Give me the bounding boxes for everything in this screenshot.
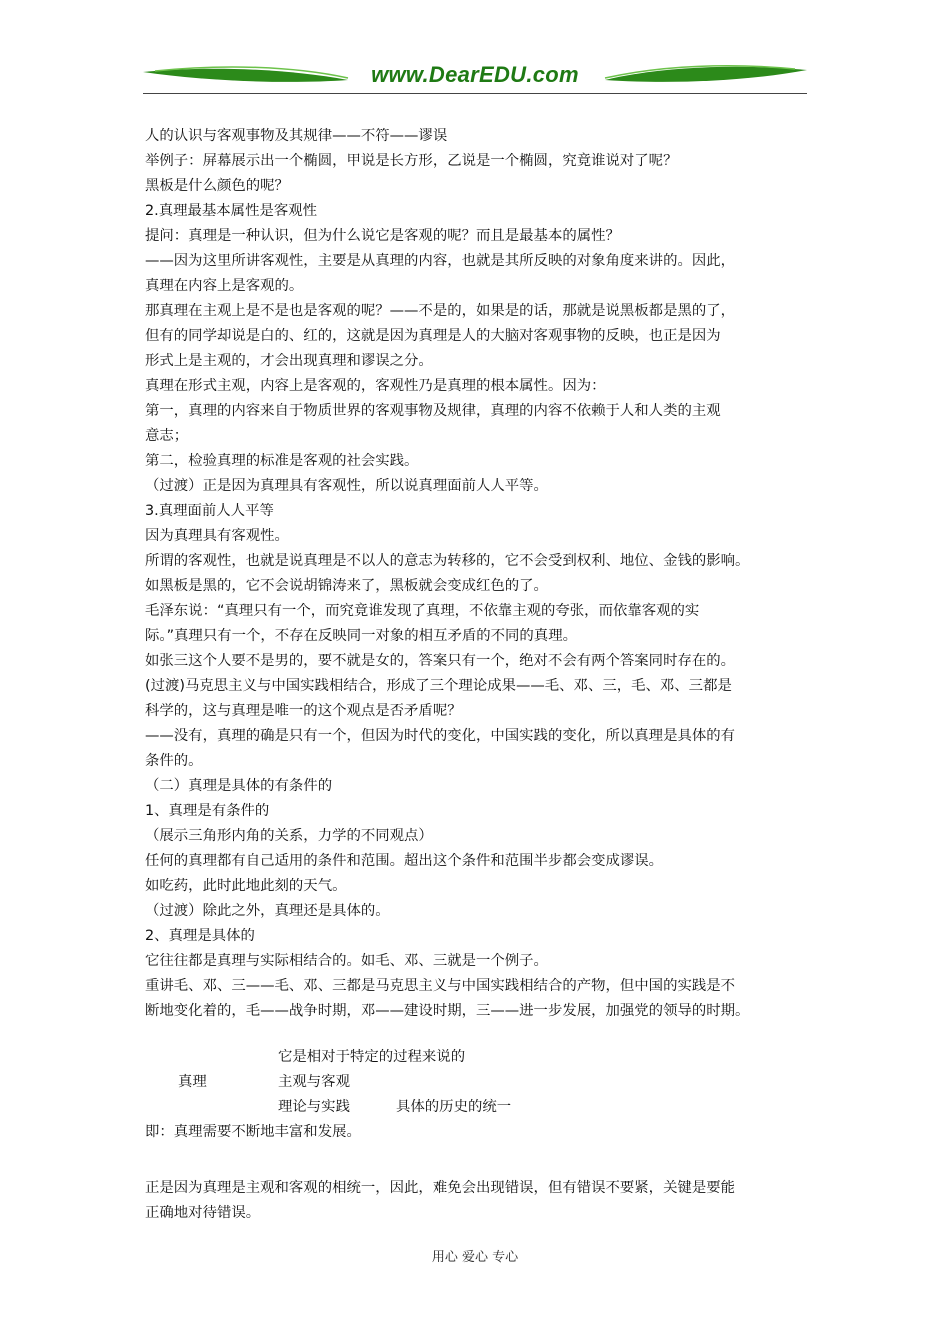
text-line: 那真理在主观上是不是也是客观的呢？——不是的，如果是的话，那就是说黑板都是黑的了， <box>145 303 736 319</box>
text-line: 真理在内容上是客观的。 <box>145 278 304 294</box>
text-line: 如吃药，此时此地此刻的天气。 <box>145 878 347 894</box>
text-line: 提问：真理是一种认识，但为什么说它是客观的呢？而且是最基本的属性？ <box>145 228 620 244</box>
text-line: 科学的，这与真理是唯一的这个观点是否矛盾呢？ <box>145 703 462 719</box>
text-line: （过渡）除此之外，真理还是具体的。 <box>145 903 390 919</box>
paragraph-block-conclusion <box>145 1176 815 1226</box>
text-line: 如黑板是黑的，它不会说胡锦涛来了，黑板就会变成红色的了。 <box>145 578 548 594</box>
text-line: （二）真理是具体的有条件的 <box>145 778 333 794</box>
site-header-banner <box>143 58 807 94</box>
diagram-item-3: 理论与实践 <box>278 1099 350 1115</box>
diagram-item-2: 主观与客观 <box>278 1074 350 1090</box>
text-line: 但有的同学却说是白的、红的，这就是因为真理是人的大脑对客观事物的反映，也正是因为 <box>145 328 721 344</box>
text-line: 黑板是什么颜色的呢？ <box>145 178 289 194</box>
paragraph-block-main <box>145 124 815 1024</box>
text-line: 1、真理是有条件的 <box>145 803 270 819</box>
header-divider <box>143 93 807 94</box>
text-line: 因为真理具有客观性。 <box>145 528 289 544</box>
text-line: 3.真理面前人人平等 <box>145 503 274 519</box>
text-line: 2、真理是具体的 <box>145 928 255 944</box>
text-line: 所谓的客观性，也就是说真理是不以人的意志为转移的，它不会受到权利、地位、金钱的影响。 <box>145 553 750 569</box>
text-line: 正是因为真理是主观和客观的相统一，因此，难免会出现错误，但有错误不要紧，关键是要能 <box>145 1180 736 1196</box>
text-line: 断地变化着的，毛——战争时期，邓——建设时期，三——进一步发展，加强党的领导的时期。 <box>145 1003 750 1019</box>
text-line: 形式上是主观的，才会出现真理和谬误之分。 <box>145 353 433 369</box>
diagram-side-note: 具体的历史的统一 <box>396 1099 512 1115</box>
truth-diagram <box>145 1049 815 1142</box>
text-line: 正确地对待错误。 <box>145 1205 261 1221</box>
page-footer: 用心 爱心 专心 <box>431 1250 519 1265</box>
text-line: 即：真理需要不断地丰富和发展。 <box>145 1124 361 1140</box>
text-line: 2.真理最基本属性是客观性 <box>145 203 318 219</box>
text-line: 任何的真理都有自己适用的条件和范围。超出这个条件和范围半步都会变成谬误。 <box>145 853 664 869</box>
diagram-root: 真理 <box>178 1074 207 1090</box>
text-line: 意志； <box>145 428 189 444</box>
text-line: (过渡)马克思主义与中国实践相结合，形成了三个理论成果——毛、邓、三，毛、邓、三都是 <box>145 678 732 694</box>
text-line: 人的认识与客观事物及其规律——不符——谬误 <box>145 128 448 144</box>
document-body <box>145 124 815 1226</box>
text-line: 它往往都是真理与实际相结合的。如毛、邓、三就是一个例子。 <box>145 953 548 969</box>
diagram-item-1: 它是相对于特定的过程来说的 <box>278 1049 466 1065</box>
text-line: ——没有，真理的确是只有一个，但因为时代的变化，中国实践的变化，所以真理是具体的有 <box>145 728 736 744</box>
text-line: 际。”真理只有一个，不存在反映同一对象的相互矛盾的不同的真理。 <box>145 628 577 644</box>
text-line: 第二，检验真理的标准是客观的社会实践。 <box>145 453 419 469</box>
text-line: ——因为这里所讲客观性，主要是从真理的内容，也就是其所反映的对象角度来讲的。因此， <box>145 253 736 269</box>
text-line: 第一，真理的内容来自于物质世界的客观事物及规律，真理的内容不依赖于人和人类的主观 <box>145 403 721 419</box>
text-line: （展示三角形内角的关系，力学的不同观点） <box>145 828 433 844</box>
text-line: 真理在形式主观，内容上是客观的，客观性乃是真理的根本属性。因为： <box>145 378 606 394</box>
text-line: 如张三这个人要不是男的，要不就是女的，答案只有一个，绝对不会有两个答案同时存在的。 <box>145 653 736 669</box>
text-line: 重讲毛、邓、三——毛、邓、三都是马克思主义与中国实践相结合的产物，但中国的实践是不 <box>145 978 736 994</box>
text-line: （过渡）正是因为真理具有客观性，所以说真理面前人人平等。 <box>145 478 548 494</box>
text-line: 条件的。 <box>145 753 203 769</box>
text-line: 毛泽东说：“真理只有一个，而究竟谁发现了真理，不依靠主观的夸张，而依靠客观的实 <box>145 603 700 619</box>
text-line: 举例子：屏幕展示出一个椭圆，甲说是长方形，乙说是一个椭圆，究竟谁说对了呢？ <box>145 153 678 169</box>
site-logo-text: www.DearEDU.com <box>371 62 579 87</box>
